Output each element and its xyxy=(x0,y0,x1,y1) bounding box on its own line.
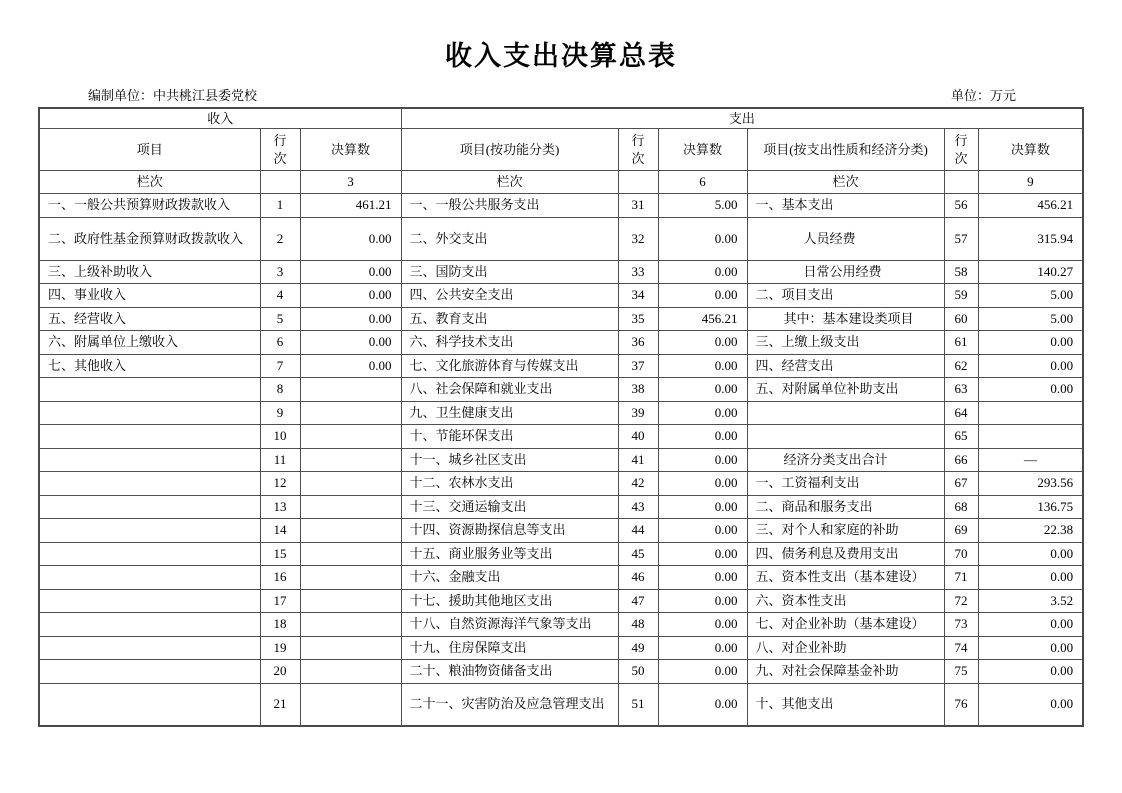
income-line-cell: 10 xyxy=(260,425,300,449)
func-item-cell: 十二、农林水支出 xyxy=(401,472,618,496)
func-item-cell: 十七、援助其他地区支出 xyxy=(401,589,618,613)
table-body xyxy=(39,194,1083,727)
func-item-cell: 六、科学技术支出 xyxy=(401,331,618,355)
income-item-cell: 三、上级补助收入 xyxy=(39,260,260,284)
func-line-cell: 40 xyxy=(618,425,658,449)
func-item-cell: 十九、住房保障支出 xyxy=(401,636,618,660)
table-row xyxy=(39,472,1083,496)
func-value-cell: 0.00 xyxy=(658,660,747,684)
income-line-cell: 2 xyxy=(260,217,300,260)
index-income-value-col: 3 xyxy=(300,171,401,194)
income-item-cell xyxy=(39,589,260,613)
income-item-cell xyxy=(39,519,260,543)
income-value-cell xyxy=(300,401,401,425)
income-line-cell: 11 xyxy=(260,448,300,472)
income-item-cell xyxy=(39,401,260,425)
econ-line-cell: 65 xyxy=(944,425,978,449)
income-item-cell xyxy=(39,683,260,726)
func-value-cell: 0.00 xyxy=(658,636,747,660)
econ-line-cell: 67 xyxy=(944,472,978,496)
econ-item-cell: 五、对附属单位补助支出 xyxy=(747,378,944,402)
func-line-cell: 33 xyxy=(618,260,658,284)
table-row xyxy=(39,495,1083,519)
econ-value-cell: 136.75 xyxy=(978,495,1083,519)
econ-value-cell: 0.00 xyxy=(978,683,1083,726)
income-line-cell: 21 xyxy=(260,683,300,726)
func-value-cell: 456.21 xyxy=(658,307,747,331)
table-row xyxy=(39,331,1083,355)
income-item-cell: 二、政府性基金预算财政拨款收入 xyxy=(39,217,260,260)
func-item-cell: 二十、粮油物资储备支出 xyxy=(401,660,618,684)
income-line-cell: 17 xyxy=(260,589,300,613)
func-item-cell: 十四、资源勘探信息等支出 xyxy=(401,519,618,543)
table-row xyxy=(39,566,1083,590)
income-value-cell xyxy=(300,566,401,590)
column-header-row xyxy=(39,129,1083,171)
income-line-cell: 5 xyxy=(260,307,300,331)
income-item-cell xyxy=(39,378,260,402)
econ-line-cell: 62 xyxy=(944,354,978,378)
index-label-income: 栏次 xyxy=(39,171,260,194)
income-value-cell: 0.00 xyxy=(300,354,401,378)
func-line-cell: 39 xyxy=(618,401,658,425)
expense-section-header: 支出 xyxy=(401,108,1083,129)
income-item-cell xyxy=(39,495,260,519)
econ-value-cell: 3.52 xyxy=(978,589,1083,613)
func-item-cell: 十六、金融支出 xyxy=(401,566,618,590)
section-header-row xyxy=(39,108,1083,129)
func-item-cell: 三、国防支出 xyxy=(401,260,618,284)
table-row xyxy=(39,613,1083,637)
econ-value-cell: 0.00 xyxy=(978,378,1083,402)
econ-value-cell xyxy=(978,425,1083,449)
income-item-cell xyxy=(39,542,260,566)
func-line-cell: 36 xyxy=(618,331,658,355)
func-line-cell: 46 xyxy=(618,566,658,590)
income-item-cell: 四、事业收入 xyxy=(39,284,260,308)
income-line-cell: 14 xyxy=(260,519,300,543)
econ-line-cell: 56 xyxy=(944,194,978,218)
econ-line-cell: 74 xyxy=(944,636,978,660)
col-header-func-item: 项目(按功能分类) xyxy=(401,129,618,171)
econ-item-cell: 一、工资福利支出 xyxy=(747,472,944,496)
econ-value-cell xyxy=(978,401,1083,425)
func-value-cell: 0.00 xyxy=(658,354,747,378)
income-value-cell: 461.21 xyxy=(300,194,401,218)
income-item-cell: 五、经营收入 xyxy=(39,307,260,331)
table-row xyxy=(39,260,1083,284)
func-value-cell: 0.00 xyxy=(658,613,747,637)
income-value-cell: 0.00 xyxy=(300,260,401,284)
table-row xyxy=(39,683,1083,726)
income-section-header: 收入 xyxy=(39,108,401,129)
func-item-cell: 八、社会保障和就业支出 xyxy=(401,378,618,402)
func-line-cell: 51 xyxy=(618,683,658,726)
func-item-cell: 十三、交通运输支出 xyxy=(401,495,618,519)
income-line-cell: 6 xyxy=(260,331,300,355)
col-header-econ-item: 项目(按支出性质和经济分类) xyxy=(747,129,944,171)
econ-value-cell: 0.00 xyxy=(978,636,1083,660)
table-row xyxy=(39,425,1083,449)
table-row xyxy=(39,589,1083,613)
table-row xyxy=(39,217,1083,260)
econ-item-cell: 经济分类支出合计 xyxy=(747,448,944,472)
income-line-cell: 1 xyxy=(260,194,300,218)
income-value-cell xyxy=(300,519,401,543)
income-line-cell: 13 xyxy=(260,495,300,519)
func-value-cell: 0.00 xyxy=(658,519,747,543)
col-header-econ-line: 行次 xyxy=(944,129,978,171)
index-label-econ: 栏次 xyxy=(747,171,944,194)
func-line-cell: 38 xyxy=(618,378,658,402)
income-line-cell: 3 xyxy=(260,260,300,284)
econ-item-cell: 日常公用经费 xyxy=(747,260,944,284)
func-line-cell: 49 xyxy=(618,636,658,660)
income-item-cell xyxy=(39,636,260,660)
table-row xyxy=(39,378,1083,402)
income-item-cell xyxy=(39,613,260,637)
econ-item-cell: 六、资本性支出 xyxy=(747,589,944,613)
econ-item-cell: 其中：基本建设类项目 xyxy=(747,307,944,331)
func-line-cell: 47 xyxy=(618,589,658,613)
econ-value-cell: 0.00 xyxy=(978,331,1083,355)
econ-item-cell xyxy=(747,401,944,425)
func-value-cell: 0.00 xyxy=(658,542,747,566)
income-line-cell: 4 xyxy=(260,284,300,308)
table-row xyxy=(39,401,1083,425)
econ-item-cell xyxy=(747,425,944,449)
income-value-cell: 0.00 xyxy=(300,307,401,331)
func-line-cell: 37 xyxy=(618,354,658,378)
func-item-cell: 九、卫生健康支出 xyxy=(401,401,618,425)
func-item-cell: 二、外交支出 xyxy=(401,217,618,260)
income-value-cell xyxy=(300,378,401,402)
econ-line-cell: 73 xyxy=(944,613,978,637)
column-index-row xyxy=(39,171,1083,194)
econ-line-cell: 64 xyxy=(944,401,978,425)
func-line-cell: 45 xyxy=(618,542,658,566)
index-func-value-col: 6 xyxy=(658,171,747,194)
func-value-cell: 0.00 xyxy=(658,331,747,355)
income-line-cell: 19 xyxy=(260,636,300,660)
func-line-cell: 34 xyxy=(618,284,658,308)
econ-line-cell: 70 xyxy=(944,542,978,566)
econ-value-cell: — xyxy=(978,448,1083,472)
func-line-cell: 31 xyxy=(618,194,658,218)
econ-value-cell: 0.00 xyxy=(978,566,1083,590)
func-value-cell: 0.00 xyxy=(658,401,747,425)
econ-item-cell: 四、经营支出 xyxy=(747,354,944,378)
econ-line-cell: 57 xyxy=(944,217,978,260)
econ-item-cell: 八、对企业补助 xyxy=(747,636,944,660)
index-econ-value-col: 9 xyxy=(978,171,1083,194)
income-line-cell: 12 xyxy=(260,472,300,496)
econ-value-cell: 0.00 xyxy=(978,660,1083,684)
func-item-cell: 五、教育支出 xyxy=(401,307,618,331)
econ-line-cell: 60 xyxy=(944,307,978,331)
econ-line-cell: 59 xyxy=(944,284,978,308)
income-item-cell: 七、其他收入 xyxy=(39,354,260,378)
income-item-cell xyxy=(39,566,260,590)
table-row xyxy=(39,284,1083,308)
table-row xyxy=(39,542,1083,566)
func-item-cell: 一、一般公共服务支出 xyxy=(401,194,618,218)
income-line-cell: 8 xyxy=(260,378,300,402)
income-value-cell xyxy=(300,636,401,660)
income-item-cell xyxy=(39,660,260,684)
func-value-cell: 0.00 xyxy=(658,589,747,613)
econ-item-cell: 七、对企业补助（基本建设） xyxy=(747,613,944,637)
income-line-cell: 18 xyxy=(260,613,300,637)
econ-line-cell: 61 xyxy=(944,331,978,355)
func-value-cell: 0.00 xyxy=(658,378,747,402)
func-value-cell: 0.00 xyxy=(658,495,747,519)
table-row xyxy=(39,636,1083,660)
meta-row xyxy=(38,85,1082,104)
index-blank xyxy=(944,171,978,194)
func-value-cell: 0.00 xyxy=(658,425,747,449)
econ-value-cell: 293.56 xyxy=(978,472,1083,496)
income-item-cell xyxy=(39,472,260,496)
table-row xyxy=(39,660,1083,684)
income-value-cell xyxy=(300,589,401,613)
income-line-cell: 9 xyxy=(260,401,300,425)
func-value-cell: 0.00 xyxy=(658,683,747,726)
index-blank xyxy=(260,171,300,194)
income-item-cell xyxy=(39,448,260,472)
econ-item-cell: 二、项目支出 xyxy=(747,284,944,308)
func-line-cell: 32 xyxy=(618,217,658,260)
func-value-cell: 0.00 xyxy=(658,472,747,496)
econ-line-cell: 63 xyxy=(944,378,978,402)
income-item-cell xyxy=(39,425,260,449)
col-header-income-amount: 决算数 xyxy=(300,129,401,171)
func-item-cell: 七、文化旅游体育与传媒支出 xyxy=(401,354,618,378)
econ-item-cell: 二、商品和服务支出 xyxy=(747,495,944,519)
income-line-cell: 16 xyxy=(260,566,300,590)
econ-line-cell: 71 xyxy=(944,566,978,590)
econ-item-cell: 三、上缴上级支出 xyxy=(747,331,944,355)
func-item-cell: 十一、城乡社区支出 xyxy=(401,448,618,472)
table-row xyxy=(39,448,1083,472)
func-value-cell: 0.00 xyxy=(658,217,747,260)
income-value-cell xyxy=(300,495,401,519)
col-header-income-line: 行次 xyxy=(260,129,300,171)
func-item-cell: 十八、自然资源海洋气象等支出 xyxy=(401,613,618,637)
index-label-func: 栏次 xyxy=(401,171,618,194)
income-line-cell: 15 xyxy=(260,542,300,566)
econ-item-cell: 九、对社会保障基金补助 xyxy=(747,660,944,684)
econ-item-cell: 人员经费 xyxy=(747,217,944,260)
func-value-cell: 0.00 xyxy=(658,566,747,590)
income-value-cell xyxy=(300,613,401,637)
income-item-cell: 一、一般公共预算财政拨款收入 xyxy=(39,194,260,218)
document-title: 收入支出决算总表 xyxy=(445,41,677,71)
econ-value-cell: 5.00 xyxy=(978,307,1083,331)
income-item-cell: 六、附属单位上缴收入 xyxy=(39,331,260,355)
econ-item-cell: 五、资本性支出（基本建设） xyxy=(747,566,944,590)
func-line-cell: 43 xyxy=(618,495,658,519)
table-row xyxy=(39,519,1083,543)
func-value-cell: 5.00 xyxy=(658,194,747,218)
col-header-func-line: 行次 xyxy=(618,129,658,171)
table-row xyxy=(39,307,1083,331)
income-line-cell: 7 xyxy=(260,354,300,378)
func-value-cell: 0.00 xyxy=(658,448,747,472)
prepared-by-label: 编制单位：中共桃江县委党校 xyxy=(88,87,258,103)
col-header-econ-amount: 决算数 xyxy=(978,129,1083,171)
func-item-cell: 二十一、灾害防治及应急管理支出 xyxy=(401,683,618,726)
income-value-cell: 0.00 xyxy=(300,284,401,308)
func-item-cell: 十、节能环保支出 xyxy=(401,425,618,449)
income-value-cell xyxy=(300,448,401,472)
econ-line-cell: 75 xyxy=(944,660,978,684)
econ-line-cell: 76 xyxy=(944,683,978,726)
func-value-cell: 0.00 xyxy=(658,260,747,284)
income-value-cell xyxy=(300,472,401,496)
func-value-cell: 0.00 xyxy=(658,284,747,308)
col-header-income-item: 项目 xyxy=(39,129,260,171)
col-header-func-amount: 决算数 xyxy=(658,129,747,171)
func-line-cell: 48 xyxy=(618,613,658,637)
econ-line-cell: 66 xyxy=(944,448,978,472)
summary-table xyxy=(38,107,1084,728)
index-blank xyxy=(618,171,658,194)
econ-line-cell: 58 xyxy=(944,260,978,284)
econ-value-cell: 315.94 xyxy=(978,217,1083,260)
econ-value-cell: 5.00 xyxy=(978,284,1083,308)
func-line-cell: 42 xyxy=(618,472,658,496)
econ-value-cell: 0.00 xyxy=(978,613,1083,637)
func-item-cell: 四、公共安全支出 xyxy=(401,284,618,308)
income-value-cell xyxy=(300,542,401,566)
income-value-cell: 0.00 xyxy=(300,217,401,260)
econ-item-cell: 一、基本支出 xyxy=(747,194,944,218)
econ-item-cell: 四、债务利息及费用支出 xyxy=(747,542,944,566)
func-line-cell: 44 xyxy=(618,519,658,543)
econ-value-cell: 0.00 xyxy=(978,354,1083,378)
econ-line-cell: 69 xyxy=(944,519,978,543)
func-line-cell: 35 xyxy=(618,307,658,331)
income-value-cell: 0.00 xyxy=(300,331,401,355)
income-value-cell xyxy=(300,425,401,449)
income-value-cell xyxy=(300,660,401,684)
econ-value-cell: 0.00 xyxy=(978,542,1083,566)
income-value-cell xyxy=(300,683,401,726)
unit-note-label: 单位：万元 xyxy=(950,87,1016,103)
econ-item-cell: 三、对个人和家庭的补助 xyxy=(747,519,944,543)
func-line-cell: 41 xyxy=(618,448,658,472)
table-row xyxy=(39,354,1083,378)
econ-value-cell: 22.38 xyxy=(978,519,1083,543)
econ-line-cell: 68 xyxy=(944,495,978,519)
income-line-cell: 20 xyxy=(260,660,300,684)
econ-line-cell: 72 xyxy=(944,589,978,613)
econ-item-cell: 十、其他支出 xyxy=(747,683,944,726)
func-item-cell: 十五、商业服务业等支出 xyxy=(401,542,618,566)
func-line-cell: 50 xyxy=(618,660,658,684)
econ-value-cell: 456.21 xyxy=(978,194,1083,218)
table-row xyxy=(39,194,1083,218)
econ-value-cell: 140.27 xyxy=(978,260,1083,284)
